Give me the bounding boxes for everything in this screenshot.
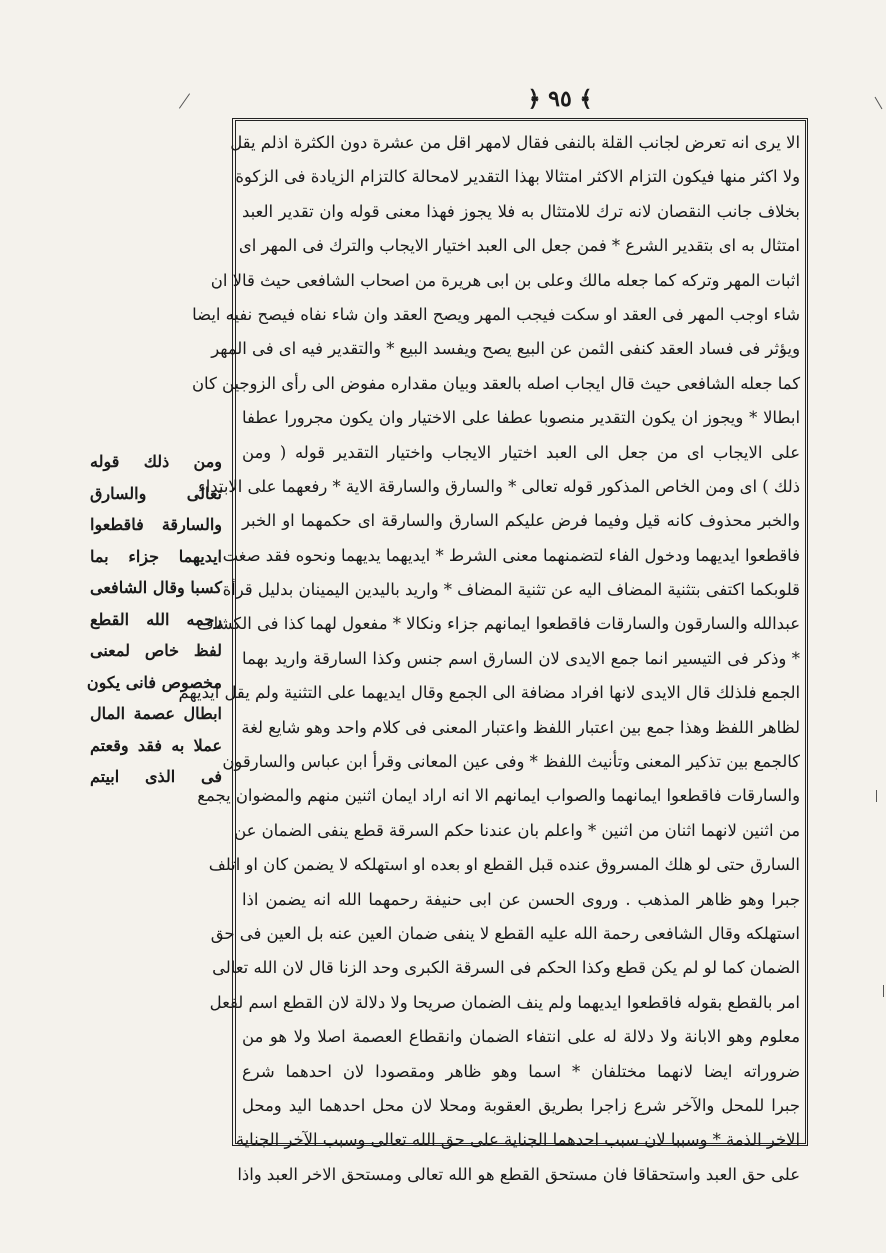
main-text-line: ذلك ) اى ومن الخاص المذكور قوله تعالى * والسارق والسارقة الاية * رفعهما على الابتداء bbox=[198, 476, 800, 496]
main-text-line: ضروراته ايضا لانهما مختلفان * اسما وهو ظاهر ومقصودا لان احدهما شرع bbox=[242, 1061, 800, 1081]
main-text-line: كما جعله الشافعى حيث قال ايجاب اصله بالعقد وبيان مقداره مفوض الى رأى الزوجين كان bbox=[191, 373, 800, 393]
main-text-line: * وذكر فى التيسير انما جمع الايدى لان السارق اسم جنس وكذا السارقة واريد بهما bbox=[242, 648, 800, 668]
scan-mark bbox=[875, 97, 883, 110]
main-text-line: والخبر محذوف كانه قيل وفيما فرض عليكم السارق والسارقة اى حكمهما او الخبر bbox=[242, 511, 800, 531]
main-text-line: الجمع فلذلك قال الايدى لانها افراد مضافة الى الجمع وقال ايديهما على التثنية ولم يقل ايديهم bbox=[178, 683, 800, 703]
main-text-line: امتثال به اى بتقدير الشرع * فمن جعل الى العبد اختيار الايجاب والترك فى المهر اى bbox=[238, 236, 800, 256]
main-text-line: كالجمع بين تذكير المعنى وتأنيث اللفظ * وفى عين المعانى وقرأ ابن عباس والسارقون bbox=[222, 752, 800, 772]
main-text-line: معلوم وهو الابانة ولا دلالة له على انتفاء الضمان وانقطاع العصمة اصلا ولا هو من bbox=[242, 1027, 800, 1047]
main-text-line: اثبات المهر وتركه كما جعله مالك وعلى بن ابى هريرة من اصحاب الشافعى حيث قالا ان bbox=[210, 270, 800, 290]
main-text-line: جبرا وهو ظاهر المذهب . وروى الحسن عن ابى حنيفة رحمهما الله انه يضمن اذا bbox=[242, 889, 800, 909]
main-text-line: امر بالقطع بقوله فاقطعوا ايديهما ولم ينف الضمان صريحا ولا دلالة لان القطع اسم لفعل bbox=[209, 992, 800, 1012]
main-text-line: والسارقات فاقطعوا ايمانهما والصواب ايمانهم الا انه اراد ايمان اثنين منهم والمضوان يجمع bbox=[197, 786, 800, 806]
scan-mark bbox=[179, 93, 190, 108]
main-text-line: قلوبكما اكتفى بتثنية المضاف اليه عن تثنية المضاف * واريد باليدين اليمينان بدليل قرأة bbox=[222, 580, 800, 600]
margin-commentary bbox=[86, 446, 222, 793]
scan-mark bbox=[876, 790, 877, 802]
margin-note-line: تعالى والسارق bbox=[90, 483, 222, 503]
main-text-line: ابطالا * ويجوز ان يكون التقدير منصوبا عطفا على الاختيار وان يكون مجرورا عطفا bbox=[242, 408, 800, 428]
main-text-line: على حق العبد واستحقاقا فان مستحق القطع هو الله تعالى ومستحق الاخر العبد واذا bbox=[237, 1164, 800, 1184]
main-text-line: الا يرى انه تعرض لجانب القلة بالنفى فقال لامهر اقل من عشرة دون الكثرة اذلم يقل bbox=[230, 133, 800, 152]
main-text-line: فاقطعوا ايديهما ودخول الفاء لتضمنهما معنى الشرط * ايديهما يديهما ونحوه فقد صغت bbox=[222, 545, 800, 565]
main-text-line: عبدالله والسارقون والسارقات فاقطعوا ايمانهم جزاء ونكالا * مفعول لهما كذا فى الكشاف bbox=[196, 614, 800, 634]
margin-note-line: ايديهما جزاء بما bbox=[90, 546, 222, 566]
margin-note-line: لفظ خاص لمعنى bbox=[90, 641, 222, 660]
scan-mark bbox=[883, 985, 884, 997]
margin-note-line: رحمه الله القطع bbox=[90, 609, 222, 629]
main-text-line: بخلاف جانب النقصان لانه ترك للامتثال به فلا يجوز فهذا معنى قوله وان تقدير العبد bbox=[242, 201, 800, 221]
margin-note-line: فى الذى ابيتم bbox=[90, 767, 222, 786]
page-number: ﴿ ٩٥ ﴾ bbox=[527, 86, 593, 112]
margin-note-line: كسبا وقال الشافعى bbox=[90, 578, 222, 597]
main-text-line: الضمان كما لو لم يكن قطع وكذا الحكم فى السرقة الكبرى وحد الزنا قال لان الله تعالى bbox=[212, 958, 800, 978]
main-text-line: استهلكه وقال الشافعى رحمة الله عليه القطع لا ينفى ضمان العين عنه بل العين فى حق bbox=[210, 923, 800, 943]
main-text-line: ويؤثر فى فساد العقد كنفى الثمن عن البيع يصح ويفسد البيع * والتقدير فيه اى فى المهر bbox=[211, 339, 800, 359]
main-text-line: جبرا للمحل والآخر شرع زاجرا بطريق العقوبة ومحلا لان محل احدهما اليد ومحل bbox=[242, 1095, 800, 1115]
main-text-line: لظاهر اللفظ وهذا جمع بين اعتبار اللفظ واعتبار المعنى فى كلام واحد وهو شايع لغة bbox=[241, 717, 800, 737]
margin-note-line: والسارقة فاقطعوا bbox=[90, 515, 222, 534]
main-text-line: شاء اوجب المهر فى العقد او سكت فيجب المهر ويصح العقد وان شاء نفاه فيصح نفيه ايضا bbox=[192, 304, 800, 324]
margin-note-line: مخصوص فانى يكون bbox=[86, 672, 222, 692]
main-text-block bbox=[178, 126, 804, 1184]
margin-note-line: ومن ذلك قوله bbox=[90, 452, 222, 471]
main-text-line: السارق حتى لو هلك المسروق عنده قبل القطع او بعده او استهلكه لا يضمن كان او اتلف bbox=[208, 855, 800, 875]
margin-note-line: عملا به فقد وقعتم bbox=[90, 735, 222, 755]
main-text-line: ولا اكثر منها فيكون التزام الاكثر امتثالا بهذا التقدير لامحالة كالتزام الزيادة فى الزكوة bbox=[235, 167, 800, 187]
main-text-line: من اثنين لانهما اثنان من اثنين * واعلم بان عندنا حكم السرقة قطع ينفى الضمان عن bbox=[234, 820, 800, 840]
main-text-line: الاخر الذمة * وسببا لان سبب احدهما الجناية على حق الله تعالى وسبب الآخر الجناية bbox=[235, 1130, 800, 1150]
main-text-line: على الايجاب اى من جعل الى العبد اختيار الايجاب واختيار التقدير قوله ( ومن bbox=[242, 442, 800, 462]
margin-note-line: ابطال عصمة المال bbox=[90, 704, 222, 723]
